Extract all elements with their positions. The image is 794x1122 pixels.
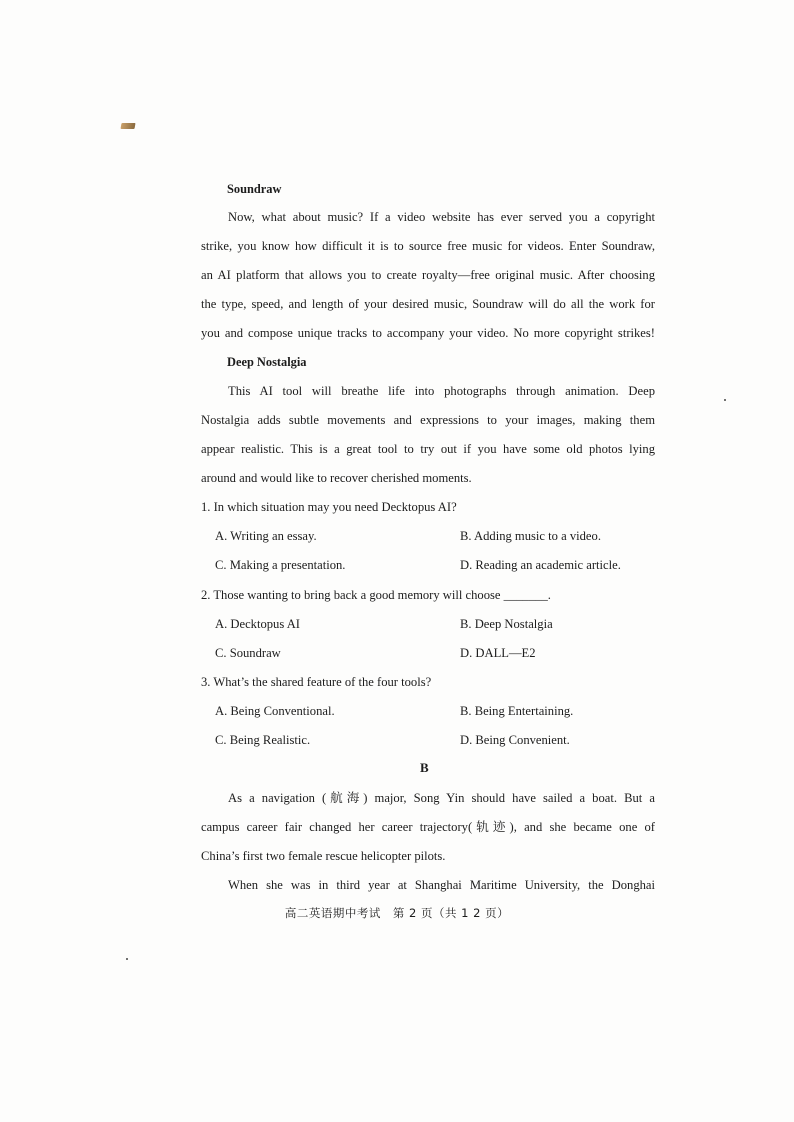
section-heading-deep-nostalgia: Deep Nostalgia [227,355,307,369]
paragraph-line: China’s first two female rescue helicopter pilots. [201,849,446,863]
option-d: D. Reading an academic article. [460,558,621,572]
paragraph-line: Now, what about music? If a video website has ever served you a copyright [228,210,655,224]
option-a: A. Being Conventional. [215,704,335,718]
speck [126,958,128,960]
speck [724,399,726,401]
option-d: D. Being Convenient. [460,733,570,747]
section-heading-soundraw: Soundraw [227,182,282,196]
question-stem: 2. Those wanting to bring back a good memory will choose _______. [201,588,551,602]
question-stem: 3. What’s the shared feature of the four tools? [201,675,432,689]
option-c: C. Making a presentation. [215,558,346,572]
option-b: B. Deep Nostalgia [460,617,553,631]
paragraph-line: an AI platform that allows you to create royalty—free original music. After choosing [201,268,655,282]
paragraph-line: the type, speed, and length of your desired music, Soundraw will do all the work for [201,297,655,311]
option-b: B. Adding music to a video. [460,529,601,543]
paragraph-line: around and would like to recover cherished moments. [201,471,472,485]
paragraph-line: strike, you know how difficult it is to source free music for videos. Enter Soundraw, [201,239,655,253]
option-a: A. Decktopus AI [215,617,300,631]
paragraph-line: Nostalgia adds subtle movements and expressions to your images, making them [201,413,655,427]
paragraph-line: As a navigation (航海) major, Song Yin should have sailed a boat. But a [228,791,655,805]
option-b: B. Being Entertaining. [460,704,574,718]
paragraph-line: When she was in third year at Shanghai Maritime University, the Donghai [228,878,655,892]
section-letter-b: B [420,760,429,775]
option-a: A. Writing an essay. [215,529,317,543]
paragraph-line: you and compose unique tracks to accompany your video. No more copyright strikes! [201,326,655,340]
question-stem: 1. In which situation may you need Decktopus AI? [201,500,457,514]
paragraph-line: This AI tool will breathe life into photographs through animation. Deep [228,384,655,398]
paragraph-line: campus career fair changed her career trajectory(轨迹), and she became one of [201,820,655,834]
corner-mark [120,123,135,129]
option-c: C. Soundraw [215,646,281,660]
page-footer: 高二英语期中考试 第 2 页（共 1 2 页） [284,906,510,920]
paragraph-line: appear realistic. This is a great tool to try out if you have some old photos lying [201,442,655,456]
option-d: D. DALL—E2 [460,646,536,660]
option-c: C. Being Realistic. [215,733,311,747]
